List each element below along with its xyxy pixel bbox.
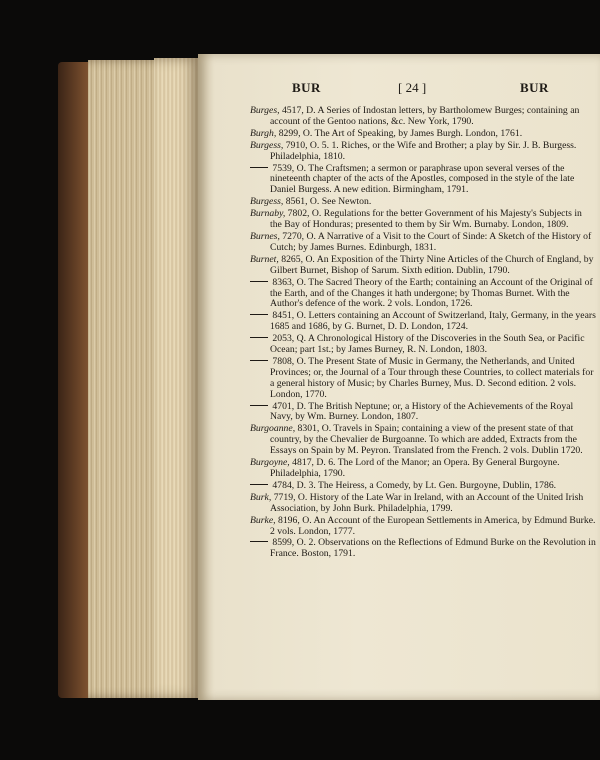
entry-text: 7539, O. The Craftsmen; a sermon or paraphrase upon several verses of the nineteenth chapter of the acts of the Apostles, composed in the style of the late Daniel Burgess. A new edition. Birmingham, 1791. (270, 162, 575, 196)
catalog-entries (250, 106, 596, 561)
entry-text: 4517, D. A Series of Indostan letters, by Bartholomew Burges; containing an account of the Gentoo nations, &c. New York, 1790. (270, 105, 580, 127)
entry-text: 8299, O. The Art of Speaking, by James Burgh. London, 1761. (276, 127, 523, 139)
page-number: [ 24 ] (398, 80, 427, 95)
entry-text: 8451, O. Letters containing an Account of Switzerland, Italy, Germany, in the years 1685 and 1686, by G. Burnet, D. D. London, 1724. (270, 310, 596, 333)
catalog-entry (250, 232, 596, 254)
entry-author: Burgoyne, (250, 457, 290, 469)
catalog-entry (250, 278, 596, 311)
entry-text: 8599, O. 2. Observations on the Reflections of Edmund Burke on the Revolution in France. Boston, 1791. (270, 537, 596, 560)
running-header (198, 80, 600, 98)
entry-text: 2053, Q. A Chronological History of the Discoveries in the South Sea, or Pacific Ocean; part 1st.; by James Burney, R. N. London, 1803. (270, 333, 585, 356)
header-left: BUR (292, 80, 321, 95)
ditto-dash (250, 337, 268, 338)
catalog-entry (250, 197, 596, 208)
entry-text: 8363, O. The Sacred Theory of the Earth; containing an Account of the Original of the Earth, and of the Changes it hath undergone; by Thomas Burnet. With the Author's defence of the work. 2 vols. London, 1726. (270, 276, 593, 310)
catalog-entry (250, 311, 596, 333)
entry-author: Burnes, (250, 230, 280, 242)
ditto-dash (250, 281, 268, 282)
catalog-entry (250, 141, 596, 163)
entry-author: Burgess, (250, 139, 284, 151)
entry-text: 8196, O. An Account of the European Settlements in America, by Edmund Burke. 2 vols. London, 1777. (270, 514, 596, 537)
ditto-dash (250, 541, 268, 542)
entry-text: 7719, O. History of the Late War in Ireland, with an Account of the United Irish Association, by John Burk. Philadelphia, 1799. (270, 491, 584, 514)
ditto-dash (250, 314, 268, 315)
entry-text: 4817, D. 6. The Lord of the Manor; an Opera. By General Burgoyne. Philadelphia, 1790. (270, 457, 560, 479)
catalog-entry (250, 255, 596, 277)
catalog-entry (250, 424, 596, 457)
ditto-dash (250, 484, 268, 485)
entry-text: 8265, O. An Exposition of the Thirty Nine Articles of the Church of England, by Gilbert Burnet, Bishop of Sarum. Sixth edition. Dublin, 1790. (270, 253, 594, 276)
catalog-entry (250, 538, 596, 560)
entry-text: 7808, O. The Present State of Music in Germany, the Netherlands, and United Provinces; or, the Journal of a Tour through these Countries, to collect materials for a general history of Music; by Charles Burney, Mus. D. Second edition. 2 vols. London, 1770. (270, 355, 594, 400)
catalog-entry (250, 458, 596, 480)
ditto-dash (250, 405, 268, 406)
entry-author: Burgh, (250, 127, 277, 139)
catalog-entry (250, 164, 596, 197)
ditto-dash (250, 167, 268, 168)
page-edges-inner (154, 58, 200, 698)
catalog-entry (250, 493, 596, 515)
book-page (198, 54, 600, 700)
entry-text: 8561, O. See Newton. (283, 196, 372, 208)
catalog-entry (250, 357, 596, 401)
catalog-entry (250, 106, 596, 128)
catalog-entry (250, 209, 596, 231)
entry-text: 7802, O. Regulations for the better Government of his Majesty's Subjects in the Bay of Honduras; presented to them by Sir Wm. Burnaby. London, 1809. (270, 208, 582, 231)
catalog-entry (250, 402, 596, 424)
ditto-dash (250, 360, 268, 361)
catalog-entry (250, 129, 596, 140)
entry-text: 7270, O. A Narrative of a Visit to the Court of Sinde: A Sketch of the History of Cutch; by James Burnes. Edinburgh, 1831. (270, 230, 592, 253)
catalog-entry (250, 516, 596, 538)
header-right: BUR (520, 80, 549, 95)
entry-author: Burk, (250, 491, 272, 503)
entry-author: Burgess, (250, 196, 284, 208)
entry-author: Burke, (250, 514, 276, 526)
open-book (58, 54, 600, 700)
catalog-entry (250, 334, 596, 356)
entry-author: Burges, (250, 105, 280, 116)
catalog-entry (250, 481, 596, 492)
entry-author: Burnaby, (250, 208, 286, 220)
entry-author: Burnet, (250, 253, 279, 265)
entry-text: 4701, D. The British Neptune; or, a History of the Achievements of the Royal Navy, by Wm. Burney. London, 1807. (270, 400, 574, 423)
entry-author: Burgoanne, (250, 423, 296, 435)
entry-text: 4784, D. 3. The Heiress, a Comedy, by Lt. Gen. Burgoyne, Dublin, 1786. (270, 479, 557, 491)
entry-text: 8301, O. Travels in Spain; containing a view of the present state of that country, by the Chevalier de Burgoanne. To which are added, Extracts from the Essays on Spain by M. Peyron. Translated from the French. 2 vols. Dublin 1720. (270, 423, 583, 457)
entry-text: 7910, O. 5. 1. Riches, or the Wife and Brother; a play by Sir. J. B. Burgess. Philadelphia, 1810. (270, 139, 577, 162)
